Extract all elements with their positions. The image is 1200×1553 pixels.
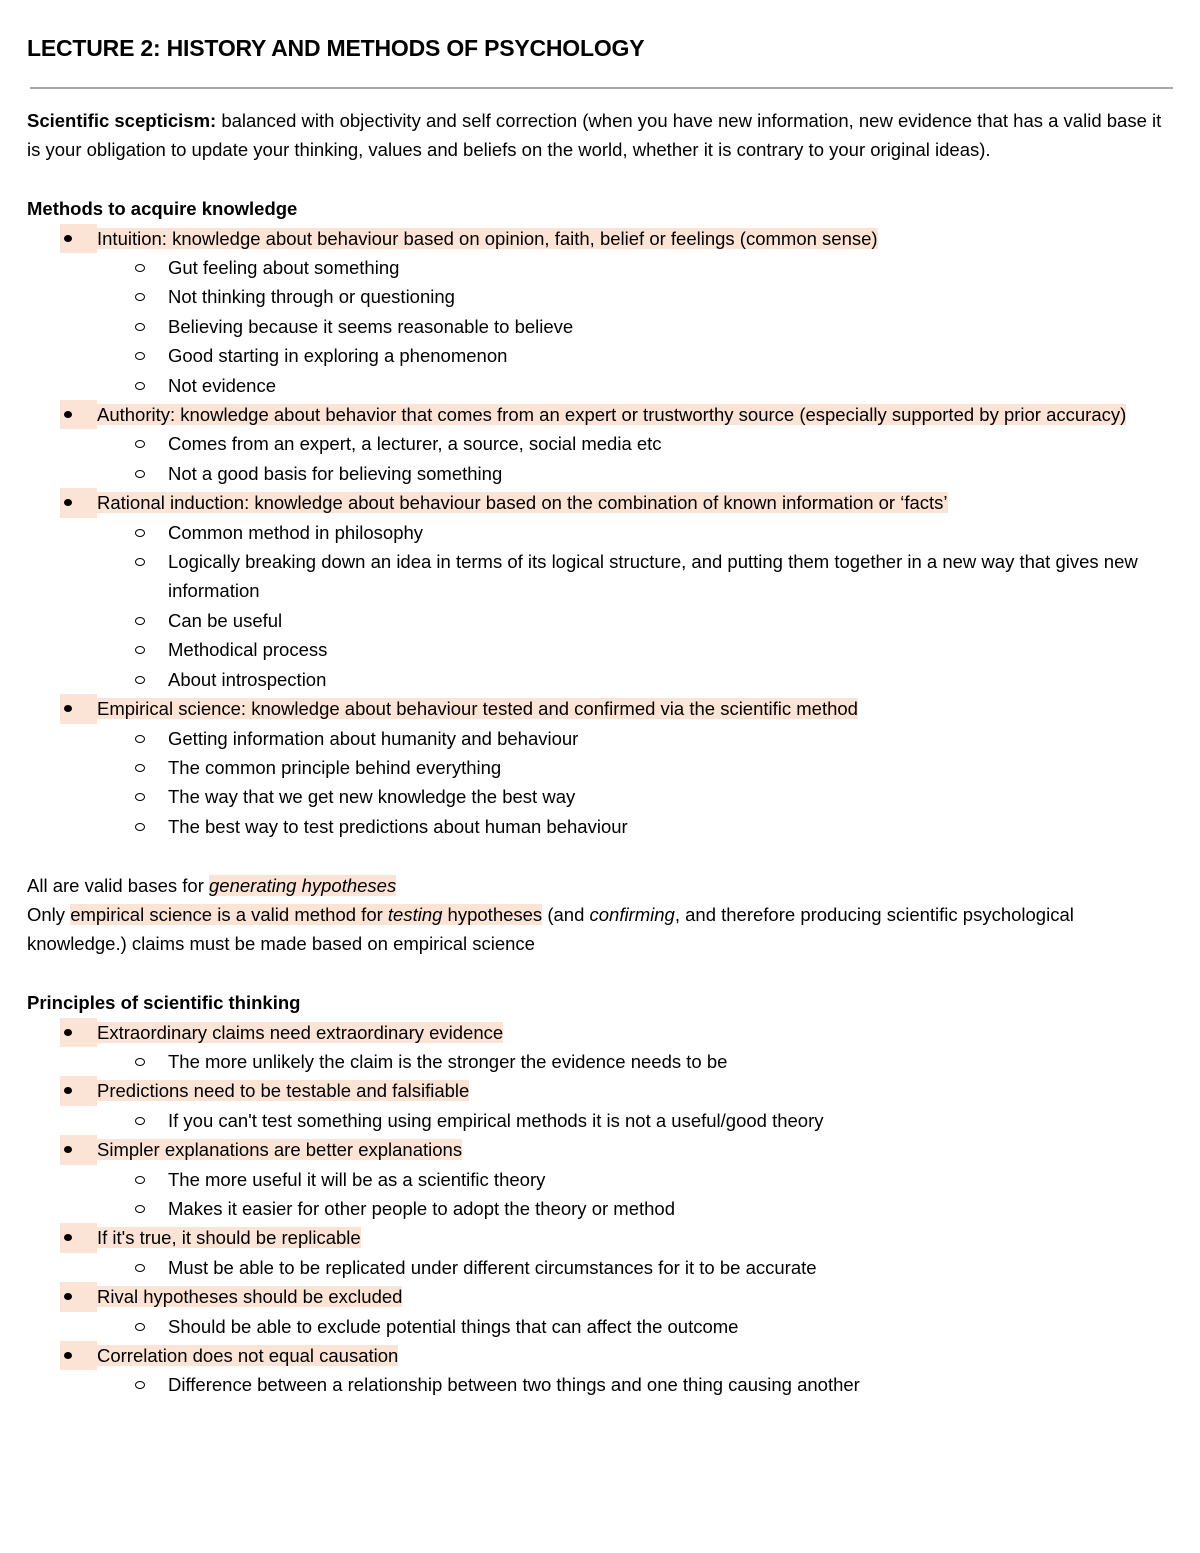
list-item bbox=[27, 282, 1173, 311]
bullet-icon bbox=[60, 400, 97, 429]
list-item bbox=[27, 518, 1173, 547]
list-item bbox=[27, 1194, 1173, 1223]
list-item bbox=[27, 724, 1173, 753]
circle-bullet-icon bbox=[135, 382, 145, 390]
summary-line-2 bbox=[27, 900, 1173, 959]
skepticism-term: Scientific scepticism: bbox=[27, 110, 217, 131]
sub-item-text: About introspection bbox=[168, 668, 327, 690]
summary-emphasis: confirming bbox=[589, 903, 675, 925]
sub-item-text: Can be useful bbox=[168, 609, 283, 631]
document-page bbox=[27, 0, 1173, 1400]
sub-list bbox=[97, 1253, 1173, 1282]
sub-item-text: Not evidence bbox=[168, 374, 276, 396]
method-label: Empirical science: knowledge about behaviour tested and confirmed via the scientific method bbox=[97, 698, 858, 720]
sub-list bbox=[97, 1165, 1173, 1224]
summary-text: hypotheses bbox=[442, 903, 543, 925]
circle-bullet-icon bbox=[135, 735, 145, 743]
list-item bbox=[27, 371, 1173, 400]
sub-item-text: Methodical process bbox=[168, 639, 328, 661]
sub-item-text: Getting information about humanity and behaviour bbox=[168, 727, 579, 749]
bullet-icon bbox=[60, 1223, 97, 1252]
sub-item-text: Logically breaking down an idea in terms of its logical structure, and putting them together in a new way that gives new information bbox=[168, 551, 1138, 602]
list-item bbox=[27, 1076, 1173, 1135]
principle-label: Rival hypotheses should be excluded bbox=[97, 1286, 403, 1308]
sub-list bbox=[97, 253, 1173, 400]
sub-list bbox=[97, 1370, 1173, 1399]
sub-item-text: Comes from an expert, a lecturer, a source, social media etc bbox=[168, 433, 662, 455]
summary-highlight: generating hypotheses bbox=[209, 874, 397, 896]
sub-item-text: Makes it easier for other people to adopt the theory or method bbox=[168, 1197, 675, 1219]
sub-list bbox=[97, 1047, 1173, 1076]
principle-label: Simpler explanations are better explanations bbox=[97, 1139, 463, 1161]
principle-label: Correlation does not equal causation bbox=[97, 1345, 399, 1367]
list-item bbox=[27, 1018, 1173, 1077]
list-item bbox=[27, 459, 1173, 488]
circle-bullet-icon bbox=[135, 617, 145, 625]
sub-item-text: Not a good basis for believing something bbox=[168, 462, 503, 484]
sub-item-text: Good starting in exploring a phenomenon bbox=[168, 345, 508, 367]
list-item bbox=[27, 694, 1173, 841]
list-item bbox=[27, 488, 1173, 694]
list-item bbox=[27, 1223, 1173, 1282]
list-item bbox=[27, 1106, 1173, 1135]
principles-list bbox=[27, 1018, 1173, 1400]
method-label: Rational induction: knowledge about behaviour based on the combination of known information or ‘facts’ bbox=[97, 492, 948, 514]
list-item bbox=[27, 224, 1173, 400]
list-item bbox=[27, 253, 1173, 282]
bullet-icon bbox=[60, 224, 97, 253]
list-item bbox=[27, 606, 1173, 635]
summary-text: , and therefore producing scientific psychological knowledge.) claims must be made based on empirical science bbox=[27, 903, 1074, 955]
bullet-icon bbox=[60, 488, 97, 517]
sub-item-text: The best way to test predictions about human behaviour bbox=[168, 815, 628, 837]
circle-bullet-icon bbox=[135, 470, 145, 478]
skepticism-paragraph bbox=[27, 106, 1173, 165]
bullet-icon bbox=[60, 1076, 97, 1105]
list-item bbox=[27, 1370, 1173, 1399]
methods-heading: Methods to acquire knowledge bbox=[27, 198, 298, 220]
summary-text: All are valid bases for bbox=[27, 874, 210, 896]
list-item bbox=[27, 312, 1173, 341]
list-item bbox=[27, 547, 1173, 606]
circle-bullet-icon bbox=[135, 264, 145, 272]
methods-list bbox=[27, 224, 1173, 842]
principle-label: Extraordinary claims need extraordinary evidence bbox=[97, 1021, 504, 1043]
summary-text: empirical science is a valid method for bbox=[70, 903, 388, 925]
list-item bbox=[27, 1135, 1173, 1223]
circle-bullet-icon bbox=[135, 1205, 145, 1213]
summary-text: Only bbox=[27, 903, 71, 925]
method-label: Authority: knowledge about behavior that comes from an expert or trustworthy source (especially supported by prior accuracy) bbox=[97, 404, 1127, 426]
summary-highlight bbox=[70, 904, 542, 925]
list-item bbox=[27, 753, 1173, 782]
circle-bullet-icon bbox=[135, 1176, 145, 1184]
circle-bullet-icon bbox=[135, 676, 145, 684]
summary-text: (and bbox=[542, 903, 590, 925]
method-label: Intuition: knowledge about behaviour based on opinion, faith, belief or feelings (common sense) bbox=[97, 227, 878, 249]
sub-item-text: Must be able to be replicated under different circumstances for it to be accurate bbox=[168, 1256, 817, 1278]
circle-bullet-icon bbox=[135, 1117, 145, 1125]
principle-label: Predictions need to be testable and falsifiable bbox=[97, 1080, 470, 1102]
list-item bbox=[27, 1282, 1173, 1341]
sub-item-text: Not thinking through or questioning bbox=[168, 286, 455, 308]
circle-bullet-icon bbox=[135, 1381, 145, 1389]
circle-bullet-icon bbox=[135, 793, 145, 801]
sub-item-text: The more unlikely the claim is the stronger the evidence needs to be bbox=[168, 1050, 728, 1072]
sub-item-text: Gut feeling about something bbox=[168, 257, 400, 279]
list-item bbox=[27, 400, 1173, 488]
bullet-icon bbox=[60, 1341, 97, 1370]
page-title: LECTURE 2: HISTORY AND METHODS OF PSYCHOLOGY bbox=[27, 35, 645, 61]
sub-item-text: The more useful it will be as a scientific theory bbox=[168, 1168, 546, 1190]
principles-heading: Principles of scientific thinking bbox=[27, 992, 301, 1014]
circle-bullet-icon bbox=[135, 764, 145, 772]
sub-list bbox=[97, 724, 1173, 842]
sub-item-text: The common principle behind everything bbox=[168, 756, 502, 778]
circle-bullet-icon bbox=[135, 440, 145, 448]
sub-item-text: Common method in philosophy bbox=[168, 521, 424, 543]
circle-bullet-icon bbox=[135, 352, 145, 360]
list-item bbox=[27, 812, 1173, 841]
list-item bbox=[27, 782, 1173, 811]
circle-bullet-icon bbox=[135, 293, 145, 301]
circle-bullet-icon bbox=[135, 823, 145, 831]
bullet-icon bbox=[60, 1135, 97, 1164]
circle-bullet-icon bbox=[135, 1058, 145, 1066]
list-item bbox=[27, 429, 1173, 458]
circle-bullet-icon bbox=[135, 646, 145, 654]
bullet-icon bbox=[60, 694, 97, 723]
bullet-icon bbox=[60, 1018, 97, 1047]
summary-emphasis: testing bbox=[387, 903, 443, 925]
bullet-icon bbox=[60, 1282, 97, 1311]
sub-list bbox=[97, 429, 1173, 488]
circle-bullet-icon bbox=[135, 1323, 145, 1331]
list-item bbox=[27, 1312, 1173, 1341]
sub-item-text: Difference between a relationship between two things and one thing causing another bbox=[168, 1374, 860, 1396]
list-item bbox=[27, 1165, 1173, 1194]
sub-list bbox=[97, 1312, 1173, 1341]
skepticism-text: balanced with objectivity and self correction (when you have new information, new evidence that has a valid base it is your obligation to update your thinking, values and beliefs on the world, whether it is contrary to your original ideas). bbox=[27, 110, 1162, 161]
circle-bullet-icon bbox=[135, 529, 145, 537]
sub-item-text: If you can't test something using empirical methods it is not a useful/good theory bbox=[168, 1109, 824, 1131]
sub-list bbox=[97, 518, 1173, 694]
list-item bbox=[27, 635, 1173, 664]
sub-list bbox=[97, 1106, 1173, 1135]
list-item bbox=[27, 1341, 1173, 1400]
sub-item-text: Believing because it seems reasonable to believe bbox=[168, 315, 574, 337]
sub-item-text: Should be able to exclude potential things that can affect the outcome bbox=[168, 1315, 739, 1337]
circle-bullet-icon bbox=[135, 1264, 145, 1272]
list-item bbox=[27, 665, 1173, 694]
list-item bbox=[27, 1047, 1173, 1076]
circle-bullet-icon bbox=[135, 323, 145, 331]
sub-item-text: The way that we get new knowledge the best way bbox=[168, 786, 576, 808]
list-item bbox=[27, 341, 1173, 370]
list-item bbox=[27, 1253, 1173, 1282]
circle-bullet-icon bbox=[135, 558, 145, 566]
summary-line-1 bbox=[27, 871, 1173, 900]
principle-label: If it's true, it should be replicable bbox=[97, 1227, 361, 1249]
